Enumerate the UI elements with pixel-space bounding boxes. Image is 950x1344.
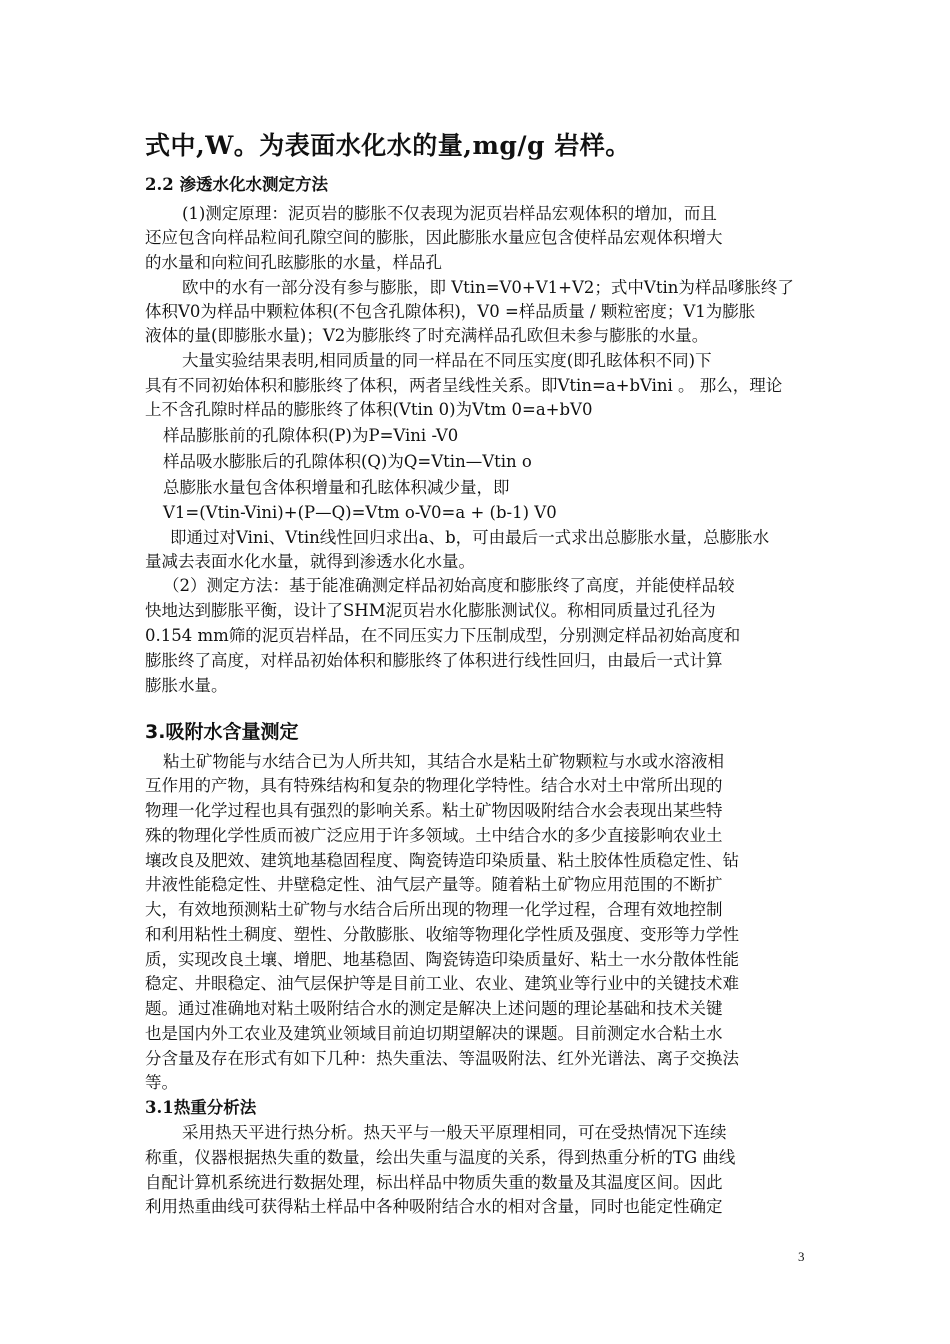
- paragraph-line: 欧中的水有一部分没有参与膨胀，即 Vtin=V0+V1+V2；式中Vtin为样品嗲胀终了: [182, 278, 794, 297]
- paragraph-line: 快地达到膨胀平衡，设计了SHM泥页岩水化膨胀测试仪。称相同质量过孔径为: [145, 601, 716, 620]
- formula-line: 总膨胀水量包含体积增量和孔眩体积减少量，即: [163, 478, 510, 497]
- section-heading-2-2: 2.2 渗透水化水测定方法: [145, 175, 328, 194]
- paragraph-line: (1)测定原理：泥页岩的膨胀不仅表现为泥页岩样品宏观体积的增加，而且: [182, 204, 717, 223]
- paragraph-line: 采用热天平进行热分析。热天平与一般天平原理相同，可在受热情况下连续: [182, 1123, 727, 1142]
- paragraph-line: 膨胀终了高度，对样品初始体积和膨胀终了体积进行线性回归，由最后一式计算: [145, 651, 723, 670]
- paragraph-line: 上不含孔隙时样品的膨胀终了体积(Vtin 0)为Vtm 0=a+bV0: [145, 400, 593, 419]
- paragraph-line: 自配计算机系统进行数据处理，标出样品中物质失重的数量及其温度区间。因此: [145, 1173, 723, 1192]
- section-heading-3-1: 3.1热重分析法: [145, 1098, 257, 1117]
- paragraph-line: 还应包含向样品粒间孔隙空间的膨胀，因此膨胀水量应包含使样品宏观体积增大: [145, 228, 723, 247]
- paragraph-line: 也是国内外工农业及建筑业领域目前迫切期望解决的课题。目前测定水合粘土水: [145, 1024, 723, 1043]
- formula-line: 样品吸水膨胀后的孔隙体积(Q)为Q=Vtin—Vtin o: [163, 452, 532, 471]
- paragraph-line: 题。通过准确地对粘土吸附结合水的测定是解决上述问题的理论基础和技术关键: [145, 999, 723, 1018]
- paragraph-line: 称重，仪器根据热失重的数量，绘出失重与温度的关系，得到热重分析的TG 曲线: [145, 1148, 736, 1167]
- paragraph-line: 量减去表面水化水量，就得到渗透水化水量。: [145, 552, 475, 571]
- paragraph-line: 粘土矿物能与水结合已为人所共知，其结合水是粘土矿物颗粒与水或水溶液相: [163, 752, 724, 771]
- paragraph-line: 即通过对Vini、Vtin线性回归求出a、b，可由最后一式求出总膨胀水量，总膨胀水: [170, 528, 770, 547]
- paragraph-line: 0.154 mm筛的泥页岩样品，在不同压实力下压制成型，分别测定样品初始高度和: [145, 626, 741, 645]
- paragraph-line: 壤改良及肥效、建筑地基稳固程度、陶瓷铸造印染质量、粘土胶体性质稳定性、钻: [145, 851, 739, 870]
- paragraph-line: 井液性能稳定性、井壁稳定性、油气层产量等。随着粘土矿物应用范围的不断扩: [145, 875, 723, 894]
- section-heading-3: 3.吸附水含量测定: [145, 721, 299, 743]
- formula-line: V1=(Vtin-Vini)+(P—Q)=Vtm o-V0=a + (b-1) V0: [163, 503, 557, 522]
- paragraph-line: 液体的量(即膨胀水量)；V2为膨胀终了时充满样品孔欧但未参与膨胀的水量。: [145, 326, 709, 345]
- paragraph-line: 殊的物理化学性质而被广泛应用于许多领域。土中结合水的多少直接影响农业土: [145, 826, 723, 845]
- paragraph-line: 的水量和向粒间孔眩膨胀的水量，样品孔: [145, 253, 442, 272]
- scanned-formula-caption: 式中,W。为表面水化水的量,mg/g 岩样。: [145, 131, 631, 160]
- paragraph-line: 稳定、井眼稳定、油气层保护等是目前工业、农业、建筑业等行业中的关键技术难: [145, 974, 739, 993]
- paragraph-line: 分含量及存在形式有如下几种：热失重法、等温吸附法、红外光谱法、离子交换法: [145, 1049, 739, 1068]
- paragraph-line: 物理一化学过程也具有强烈的影响关系。粘土矿物因吸附结合水会表现出某些特: [145, 801, 723, 820]
- paragraph-line: 膨胀水量。: [145, 676, 228, 695]
- paragraph-line: 体积V0为样品中颗粒体积(不包含孔隙体积)，V0 =样品质量 / 颗粒密度；V1为膨胀: [145, 302, 756, 321]
- paragraph-line: 等。: [145, 1073, 178, 1092]
- paragraph-line: 具有不同初始体积和膨胀终了体积，两者呈线性关系。即Vtin=a+bVini 。 那么，理论: [145, 376, 783, 395]
- formula-line: 样品膨胀前的孔隙体积(P)为P=Vini -V0: [163, 426, 459, 445]
- page-number: 3: [798, 1249, 805, 1264]
- paragraph-line: 大，有效地预测粘土矿物与水结合后所出现的物理一化学过程，合理有效地控制: [145, 900, 723, 919]
- paragraph-line: 利用热重曲线可获得粘土样品中各种吸附结合水的相对含量，同时也能定性确定: [145, 1197, 723, 1216]
- paragraph-line: 和利用粘性土稠度、塑性、分散膨胀、收缩等物理化学性质及强度、变形等力学性: [145, 925, 739, 944]
- paragraph-line: （2）测定方法：基于能准确测定样品初始高度和膨胀终了高度，并能使样品较: [163, 576, 735, 595]
- paragraph-line: 质，实现改良土壤、增肥、地基稳固、陶瓷铸造印染质量好、粘土一水分散体性能: [145, 950, 739, 969]
- paragraph-line: 互作用的产物，具有特殊结构和复杂的物理化学特性。结合水对土中常所出现的: [145, 776, 723, 795]
- paragraph-line: 大量实验结果表明,相同质量的同一样品在不同压实度(即孔眩体积不同)下: [182, 351, 712, 370]
